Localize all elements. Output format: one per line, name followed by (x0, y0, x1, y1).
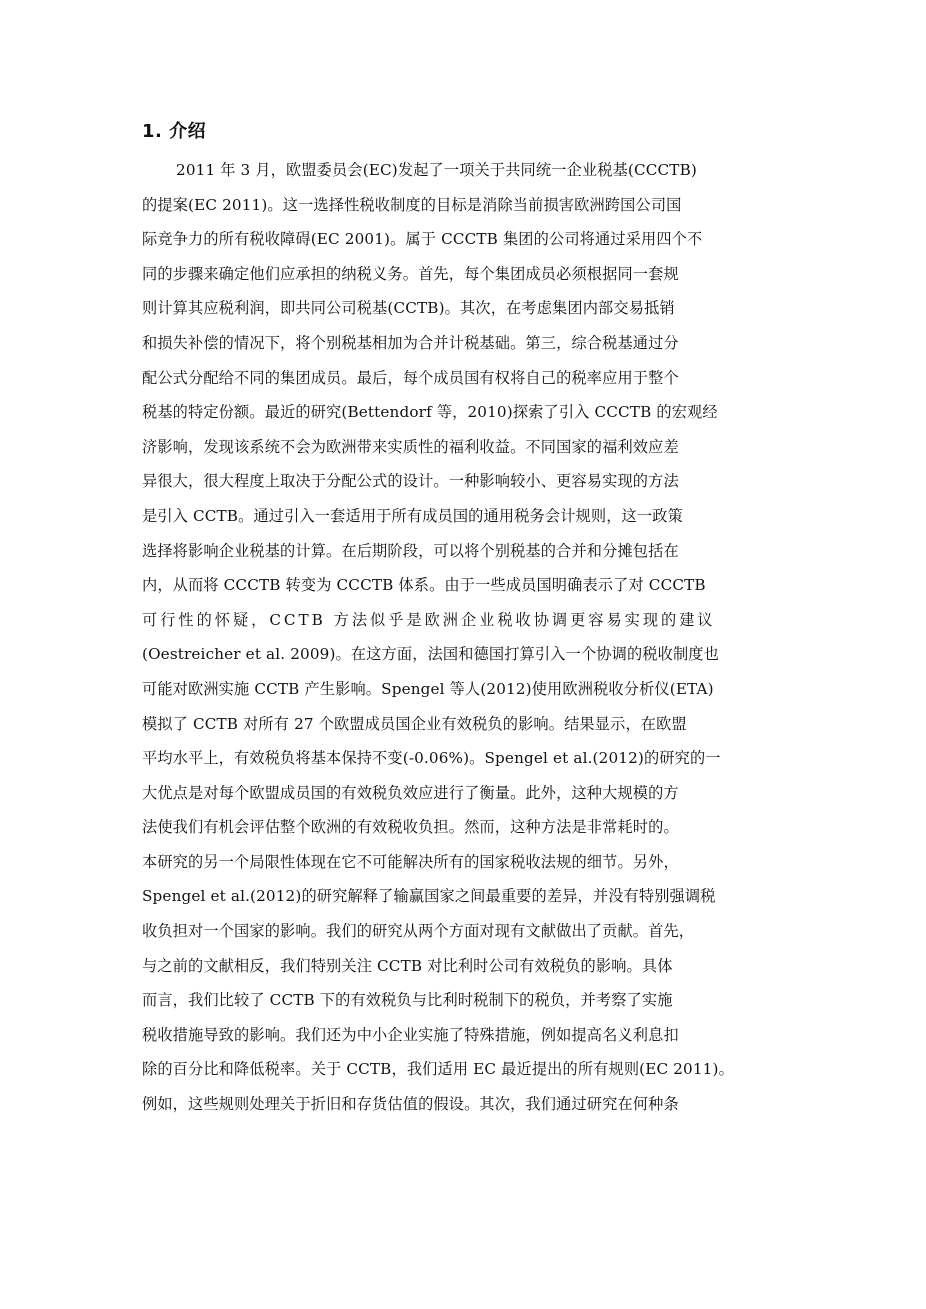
text-line: 除的百分比和降低税率。关于 CCTB，我们适用 EC 最近提出的所有规则(EC 2011)。 (142, 1060, 734, 1079)
text-line: 则计算其应税利润，即共同公司税基(CCTB)。其次，在考虑集团内部交易抵销 (142, 299, 675, 318)
text-line: 模拟了 CCTB 对所有 27 个欧盟成员国企业有效税负的影响。结果显示，在欧盟 (142, 714, 687, 733)
text-line: 法使我们有机会评估整个欧洲的有效税收负担。然而，这种方法是非常耗时的。 (142, 818, 679, 837)
text-line: 际竞争力的所有税收障碍(EC 2001)。属于 CCCTB 集团的公司将通过采用四个不 (142, 230, 703, 249)
text-line: 可行性的怀疑，CCTB 方法似乎是欧洲企业税收协调更容易实现的建议 (142, 610, 716, 629)
text-line: 平均水平上，有效税负将基本保持不变(-0.06%)。Spengel et al.(2012)的研究的一 (142, 749, 721, 768)
text-line: 与之前的文献相反，我们特别关注 CCTB 对比利时公司有效税负的影响。具体 (142, 956, 673, 975)
body-paragraph (142, 153, 792, 1122)
text-line: 而言，我们比较了 CCTB 下的有效税负与比利时税制下的税负，并考察了实施 (142, 991, 673, 1010)
text-line: 可能对欧洲实施 CCTB 产生影响。Spengel 等人(2012)使用欧洲税收分析仪(ETA) (142, 679, 714, 698)
text-line: 税基的特定份额。最近的研究(Bettendorf 等，2010)探索了引入 CCCTB 的宏观经 (142, 403, 718, 422)
text-line: 和损失补偿的情况下，将个别税基相加为合并计税基础。第三，综合税基通过分 (142, 333, 679, 352)
text-line: 济影响，发现该系统不会为欧洲带来实质性的福利收益。不同国家的福利效应差 (142, 437, 679, 456)
text-line: 内，从而将 CCCTB 转变为 CCCTB 体系。由于一些成员国明确表示了对 CCCTB (142, 576, 706, 595)
text-line: 的提案(EC 2011)。这一选择性税收制度的目标是消除当前损害欧洲跨国公司国 (142, 195, 682, 214)
text-line: 异很大，很大程度上取决于分配公式的设计。一种影响较小、更容易实现的方法 (142, 472, 679, 491)
text-line: 选择将影响企业税基的计算。在后期阶段，可以将个别税基的合并和分摊包括在 (142, 541, 679, 560)
text-line: 大优点是对每个欧盟成员国的有效税负效应进行了衡量。此外，这种大规模的方 (142, 783, 679, 802)
text-line: 配公式分配给不同的集团成员。最后，每个成员国有权将自己的税率应用于整个 (142, 368, 679, 387)
text-line: 同的步骤来确定他们应承担的纳税义务。首先，每个集团成员必须根据同一套规 (142, 264, 679, 283)
text-line: 2011 年 3 月，欧盟委员会(EC)发起了一项关于共同统一企业税基(CCCTB) (176, 161, 697, 179)
section-heading: 1. 介绍 (142, 121, 207, 142)
text-line: 收负担对一个国家的影响。我们的研究从两个方面对现有文献做出了贡献。首先， (142, 922, 695, 941)
text-line: 本研究的另一个局限性体现在它不可能解决所有的国家税收法规的细节。另外， (142, 852, 679, 871)
text-line: 税收措施导致的影响。我们还为中小企业实施了特殊措施，例如提高名义利息扣 (142, 1025, 679, 1044)
text-line: 例如，这些规则处理关于折旧和存货估值的假设。其次，我们通过研究在何种条 (142, 1095, 679, 1114)
text-line: Spengel et al.(2012)的研究解释了输赢国家之间最重要的差异，并没有特别强调税 (142, 887, 716, 906)
text-line: 是引入 CCTB。通过引入一套适用于所有成员国的通用税务会计规则，这一政策 (142, 506, 683, 525)
text-line: (Oestreicher et al. 2009)。在这方面，法国和德国打算引入一个协调的税收制度也 (142, 645, 719, 664)
